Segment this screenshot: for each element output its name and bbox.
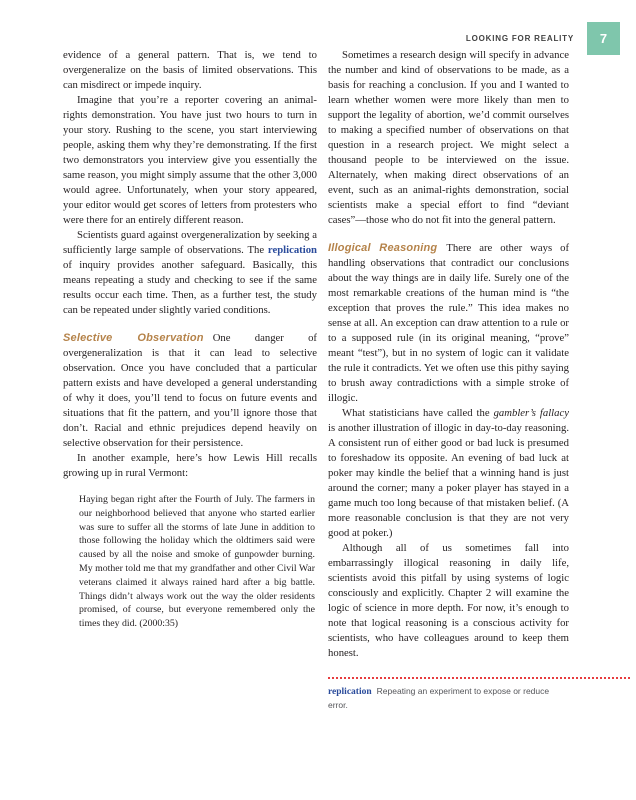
italic-phrase-gamblers-fallacy: gambler’s fallacy — [493, 407, 569, 419]
text-run: Scientists guard against overgeneralization by seeking a sufficiently large sample of observations. The — [63, 229, 317, 256]
page-content — [63, 48, 569, 711]
section-paragraph — [328, 241, 569, 406]
paragraph — [328, 406, 569, 541]
definition-footnote — [328, 677, 630, 711]
paragraph: Although all of us sometimes fall into embarrassingly illogical reasoning in daily life, scientists avoid this pitfall by using systems of logic consciously and explicitly. Chapter 2 will examine the logic of science in more depth. For now, it’s enough to note that logical reasoning is a conscious activity for scientists, who have colleagues around to keep them honest. — [328, 542, 569, 659]
right-column — [328, 48, 569, 711]
text-run: There are other ways of handling observations that contradict our conclusions about the way things are in daily life. Surely one of the most remarkable creations of the human mind is “the exception that proves the rule.” This idea makes no sense at all. An exception can draw attention to a rule or to a supposed rule (in its original meaning, “prove” meant “test”), but in no system of logic can it validate the rule it contradicts. Yet we often use this pithy saying to brush away contradictions with a simple stroke of illogic. — [328, 242, 569, 404]
text-run: What statisticians have called the — [342, 407, 494, 419]
text-run: is another illustration of illogic in day-to-day reasoning. A consistent run of either good or bad luck is presumed to foreshadow its opposite. An evening of bad luck at poker may kindle the belief that a winning hand is just around the corner; many a poker player has stayed in a game much too long because of that mistaken belief. (A more reasonable conclusion is that they are not very good at poker.) — [328, 422, 569, 539]
section-heading-illogical-reasoning: Illogical Reasoning — [328, 242, 438, 254]
section-paragraph — [63, 331, 317, 451]
block-quote: Haying began right after the Fourth of July. The farmers in our neighborhood believed that anyone who started earlier was sure to suffer all the storms of late June in addition to those following the holiday which the oldtimers said were caused by all the noise and smoke of gunpowder burning. My mother told me that my grandfather and other Civil War veterans claimed it always rained hard after a big battle. Things didn’t always work out the way the older residents promised, of course, but everyone remembered only the times they did. (2000:35) — [79, 494, 315, 630]
running-head: LOOKING FOR REALITY — [465, 34, 574, 43]
paragraph: Imagine that you’re a reporter covering an animal-rights demonstration. You have just two hours to turn in your story. Rushing to the scene, you start interviewing people, asking them why they’re demonstrating. If the first two demonstrators you interview give you essentially the same reason, you might simply assume that the other 3,000 would agree. Unfortunately, when your story appeared, your editor would get scores of letters from protesters who were there for an entirely different reason. — [63, 94, 317, 226]
text-run: of inquiry provides another safeguard. Basically, this means repeating a study and checking to see if the same results occur each time. Then, as a further test, the study can be repeated under slightly varied conditions. — [63, 259, 317, 316]
definition-term: replication — [328, 687, 372, 697]
page-number-badge: 7 — [587, 22, 620, 55]
key-term-replication: replication — [267, 244, 317, 256]
paragraph: Sometimes a research design will specify in advance the number and kind of observations to be made, as a basis for reaching a conclusion. If you and I wanted to learn whether women were more likely than men to support the legality of abortion, we’d commit ourselves to making a specified number of observations on that question in a research project. We might select a thousand people to be interviewed on the issue. Alternately, when making direct observations of an event, such as an animal-rights demonstration, social scientists make a special effort to find “deviant cases”—those who do not fit into the general pattern. — [328, 49, 569, 226]
section-heading-selective-observation: Selective Observation — [63, 332, 204, 344]
paragraph: evidence of a general pattern. That is, we tend to overgeneralize on the basis of limited observations. This can misdirect or impede inquiry. — [63, 49, 317, 91]
definition-body — [328, 685, 570, 711]
paragraph: In another example, here’s how Lewis Hill recalls growing up in rural Vermont: — [63, 452, 317, 479]
left-column — [63, 48, 317, 711]
definition-text: Repeating an experiment to expose or reduce error. — [328, 686, 550, 710]
paragraph — [63, 228, 317, 318]
text-run: One danger of overgeneralization is that it can lead to selective observation. Once you have concluded that a particular pattern exists and have developed a general understanding of why it does, you’ll tend to focus on future events and situations that fit the pattern, and you’ll ignore those that don’t. Racial and ethnic prejudices depend heavily on selective observation for their persistence. — [63, 332, 317, 449]
